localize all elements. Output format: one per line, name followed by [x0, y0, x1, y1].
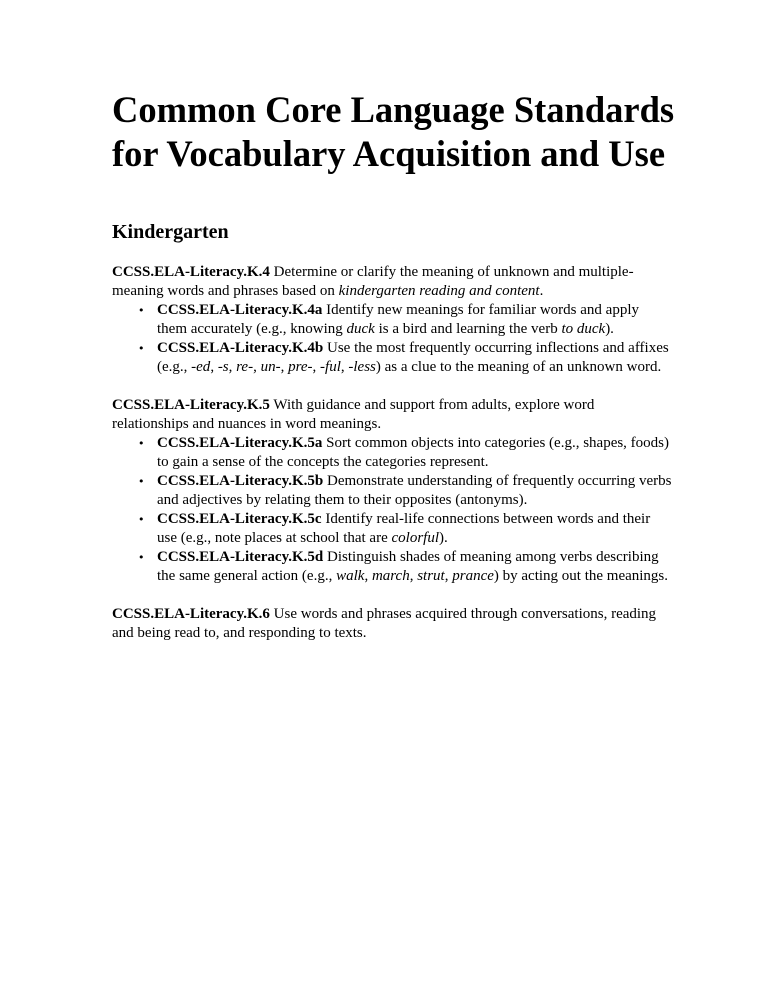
affix: -ed — [191, 359, 211, 375]
affix: un- — [260, 359, 281, 375]
substandard-text: Identify real-life connections between words and their use (e.g., note places at school that are — [157, 511, 651, 546]
substandard-text: ). — [439, 530, 448, 546]
affix: -s — [217, 359, 229, 375]
standard-emphasis: kindergarten reading and content — [338, 283, 540, 299]
standard-description: Use words and phrases acquired through conversations, reading and being read to, and responding to texts. — [112, 606, 657, 641]
standard-code: CCSS.ELA-Literacy.K.5 — [112, 397, 270, 413]
substandard-code: CCSS.ELA-Literacy.K.5a — [157, 435, 323, 451]
standard-k4 — [112, 263, 672, 377]
substandard-text: ). — [605, 321, 614, 337]
affix: -ful — [320, 359, 341, 375]
standard-k6-text — [112, 605, 672, 643]
substandard-text: Use the most frequently occurring inflections and affixes (e.g., — [157, 340, 669, 375]
standard-k6 — [112, 605, 672, 643]
standard-k4-text — [112, 263, 672, 301]
example-word: colorful — [391, 530, 439, 546]
substandard-code: CCSS.ELA-Literacy.K.5b — [157, 473, 324, 489]
bullet-icon: • — [138, 475, 145, 488]
substandard-k4b — [112, 339, 672, 377]
substandard-code: CCSS.ELA-Literacy.K.4b — [157, 340, 324, 356]
standards-body — [112, 263, 672, 643]
separator: , — [210, 359, 218, 375]
affix: re- — [236, 359, 254, 375]
bullet-icon: • — [138, 342, 145, 355]
standard-k5-text — [112, 396, 672, 434]
substandard-k5c — [112, 510, 672, 548]
standard-code: CCSS.ELA-Literacy.K.4 — [112, 264, 270, 280]
bullet-icon: • — [138, 304, 145, 317]
affix: -less — [348, 359, 376, 375]
standard-description: Determine or clarify the meaning of unknown and multiple-meaning words and phrases based on — [112, 264, 634, 299]
page-title: Common Core Language Standards for Vocabulary Acquisition and Use — [112, 89, 675, 174]
substandard-text: ) by acting out the meanings. — [493, 568, 669, 584]
substandard-k5d — [112, 548, 672, 586]
example-word: prance — [452, 568, 494, 584]
affix: pre- — [288, 359, 313, 375]
substandard-text: Distinguish shades of meaning among verbs describing the same general action (e.g., — [157, 549, 659, 584]
separator: , — [312, 359, 321, 375]
affix-list — [191, 359, 376, 375]
example-word: walk — [336, 568, 365, 584]
example-word: duck — [346, 321, 375, 337]
substandard-k5b — [112, 472, 672, 510]
separator: , — [280, 359, 289, 375]
standard-description: With guidance and support from adults, explore word relationships and nuances in word meanings. — [112, 397, 595, 432]
grade-heading: Kindergarten — [112, 221, 229, 243]
bullet-icon: • — [138, 437, 145, 450]
separator: , — [228, 359, 237, 375]
separator: , — [444, 568, 453, 584]
substandard-list-k4 — [112, 301, 672, 377]
substandard-k4a — [112, 301, 672, 339]
example-word: march — [371, 568, 410, 584]
substandard-list-k5 — [112, 434, 672, 586]
substandard-k5a — [112, 434, 672, 472]
substandard-text: Sort common objects into categories (e.g., shapes, foods) to gain a sense of the concepts the categories represent. — [157, 435, 670, 470]
separator: , — [253, 359, 261, 375]
separator: , — [409, 568, 418, 584]
example-word: strut — [417, 568, 445, 584]
standard-k5 — [112, 396, 672, 586]
bullet-icon: • — [138, 551, 145, 564]
substandard-code: CCSS.ELA-Literacy.K.5d — [157, 549, 324, 565]
separator: , — [340, 359, 349, 375]
substandard-text: Demonstrate understanding of frequently occurring verbs and adjectives by relating them to their opposites (antonyms). — [157, 473, 672, 508]
separator: , — [364, 568, 372, 584]
substandard-text: is a bird and learning the verb — [374, 321, 562, 337]
bullet-icon: • — [138, 513, 145, 526]
substandard-text: Identify new meanings for familiar words and apply them accurately (e.g., knowing — [157, 302, 639, 337]
standard-description-end: . — [539, 283, 544, 299]
substandard-code: CCSS.ELA-Literacy.K.4a — [157, 302, 323, 318]
example-word: to duck — [561, 321, 606, 337]
standard-code: CCSS.ELA-Literacy.K.6 — [112, 606, 270, 622]
substandard-text: ) as a clue to the meaning of an unknown word. — [375, 359, 662, 375]
substandard-code: CCSS.ELA-Literacy.K.5c — [157, 511, 322, 527]
